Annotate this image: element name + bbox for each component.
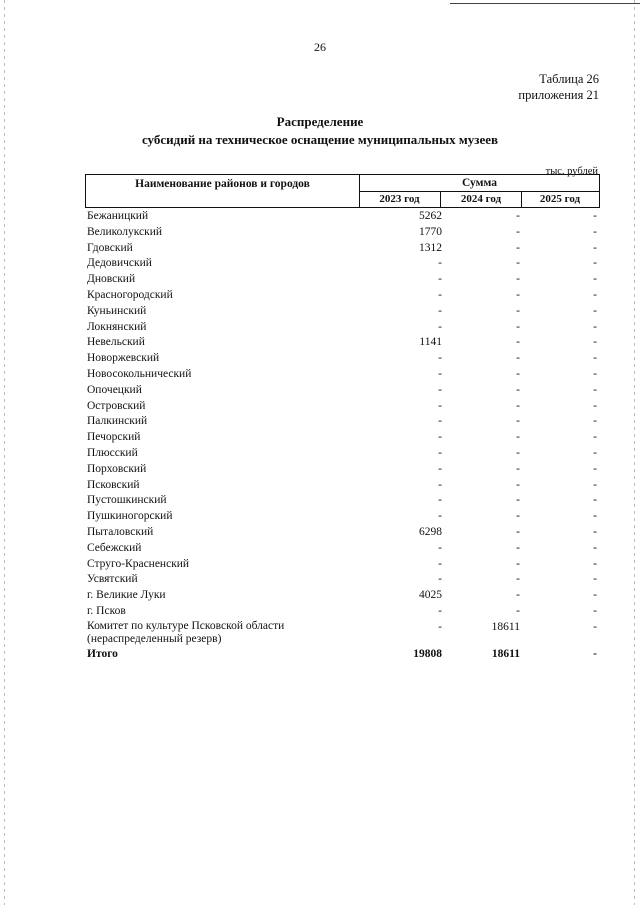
table-row <box>85 241 605 257</box>
table-row <box>85 620 605 647</box>
table-row <box>85 541 605 557</box>
row-value-2025: - <box>593 273 597 286</box>
table-row <box>85 256 605 272</box>
row-name: г. Великие Луки <box>87 589 166 602</box>
row-value-2024: - <box>516 225 520 238</box>
row-value-2023: 5262 <box>419 210 442 222</box>
total-value-2024: 18611 <box>491 647 520 660</box>
row-name: Палкинский <box>87 415 148 428</box>
row-value-2024: - <box>516 320 520 333</box>
table-row <box>85 478 605 494</box>
row-value-2025: - <box>593 478 597 491</box>
row-value-2025: - <box>593 525 597 538</box>
row-value-2025: - <box>593 336 597 349</box>
table-row <box>85 572 605 588</box>
table-row <box>85 351 605 367</box>
row-name: Плюсский <box>87 446 138 459</box>
row-value-2024: - <box>516 399 520 412</box>
title-line2: субсидий на техническое оснащение муниципальных музеев <box>141 132 499 147</box>
total-row <box>85 647 605 663</box>
row-value-2024: - <box>516 336 520 349</box>
row-name: Псковский <box>87 478 140 491</box>
row-value-2025: - <box>593 431 597 444</box>
row-name: Локнянский <box>87 320 147 333</box>
row-value-2024: - <box>516 604 520 617</box>
row-value-2025: - <box>593 241 597 254</box>
table-row <box>85 304 605 320</box>
row-value-2023: - <box>438 541 442 554</box>
row-value-2024: - <box>516 557 520 570</box>
header-year-2024: 2024 год <box>440 192 522 207</box>
row-name: Пустошкинский <box>87 494 167 507</box>
total-value-2025: - <box>593 647 597 660</box>
row-value-2023: - <box>438 462 442 475</box>
row-value-2024: - <box>516 446 520 459</box>
row-value-2025: - <box>593 604 597 617</box>
row-name: Порховский <box>87 462 147 475</box>
row-name: Печорский <box>87 431 141 444</box>
row-value-2025: - <box>593 494 597 507</box>
row-value-2023: - <box>438 352 442 365</box>
table-row <box>85 525 605 541</box>
row-name: Новоржевский <box>87 352 160 365</box>
row-value-2025: - <box>593 304 597 317</box>
row-name: Великолукский <box>87 225 163 238</box>
row-value-2023: - <box>438 431 442 444</box>
row-value-2023: - <box>438 367 442 380</box>
table-row <box>85 557 605 573</box>
total-label: Итого <box>87 647 118 660</box>
title-line1: Распределение <box>276 114 364 129</box>
row-name: г. Псков <box>87 604 126 617</box>
row-value-2023: 4025 <box>419 589 442 602</box>
document-title <box>0 113 640 149</box>
table-row <box>85 604 605 620</box>
row-value-2024: 18611 <box>491 620 520 633</box>
row-value-2024: - <box>516 573 520 586</box>
row-value-2023: - <box>438 557 442 570</box>
row-value-2023: - <box>438 383 442 396</box>
row-name: Струго-Красненский <box>87 557 190 570</box>
table-row <box>85 225 605 241</box>
row-value-2025: - <box>593 415 597 428</box>
top-rule <box>450 3 640 4</box>
row-value-2024: - <box>516 288 520 301</box>
row-value-2024: - <box>516 462 520 475</box>
table-row <box>85 367 605 383</box>
row-value-2023: - <box>438 257 442 270</box>
header-year-2023: 2023 год <box>379 193 420 205</box>
row-value-2023: - <box>438 273 442 286</box>
row-value-2024: - <box>516 304 520 317</box>
table-row <box>85 399 605 415</box>
table-row <box>85 588 605 604</box>
page-number: 26 <box>314 40 326 54</box>
table-row <box>85 414 605 430</box>
row-value-2024: - <box>516 494 520 507</box>
row-name: Опочецкий <box>87 383 142 396</box>
row-value-2024: - <box>516 257 520 270</box>
row-value-2023: - <box>438 320 442 333</box>
row-value-2025: - <box>593 557 597 570</box>
row-value-2023: 1141 <box>419 336 442 349</box>
row-value-2025: - <box>593 383 597 396</box>
row-value-2025: - <box>593 541 597 554</box>
header-name-label: Наименование районов и городов <box>135 178 310 190</box>
row-value-2024: - <box>516 478 520 491</box>
table-reference <box>518 71 599 103</box>
row-value-2024: - <box>516 383 520 396</box>
row-value-2023: - <box>438 415 442 428</box>
row-name: Дновский <box>87 273 136 286</box>
header-sum-label: Сумма <box>360 175 599 192</box>
total-value-2023: 19808 <box>413 647 442 660</box>
row-value-2025: - <box>593 367 597 380</box>
row-value-2025: - <box>593 399 597 412</box>
row-name: Куньинский <box>87 304 147 317</box>
row-value-2023: - <box>438 446 442 459</box>
row-value-2023: 1312 <box>419 241 442 254</box>
row-value-2024: - <box>516 589 520 602</box>
row-value-2023: - <box>438 288 442 301</box>
row-name: Себежский <box>87 541 142 554</box>
table-row <box>85 209 605 225</box>
row-value-2023: - <box>438 573 442 586</box>
row-value-2024: - <box>516 273 520 286</box>
table-body <box>85 209 605 663</box>
row-name: Пушкиногорский <box>87 510 173 523</box>
row-name: Пыталовский <box>87 525 154 538</box>
row-value-2025: - <box>593 352 597 365</box>
row-value-2025: - <box>593 210 597 222</box>
row-value-2025: - <box>593 225 597 238</box>
row-name: Новосокольнический <box>87 367 192 380</box>
table-row <box>85 272 605 288</box>
row-value-2025: - <box>593 288 597 301</box>
table-row <box>85 509 605 525</box>
row-name: Гдовский <box>87 241 133 254</box>
row-value-2023: - <box>438 478 442 491</box>
row-value-2024: - <box>516 525 520 538</box>
row-value-2023: - <box>438 399 442 412</box>
row-name: Бежаницкий <box>87 210 149 222</box>
row-value-2023: - <box>438 604 442 617</box>
table-header <box>85 174 600 208</box>
row-value-2024: - <box>516 415 520 428</box>
row-value-2025: - <box>593 510 597 523</box>
table-reference-line1: Таблица 26 <box>539 72 599 86</box>
row-name: Невельский <box>87 336 145 349</box>
table-row <box>85 430 605 446</box>
row-value-2023: - <box>438 304 442 317</box>
units-label: тыс. рублей <box>545 166 598 177</box>
row-value-2023: - <box>438 620 442 633</box>
table-row <box>85 320 605 336</box>
row-name: Дедовичский <box>87 257 152 270</box>
row-value-2025: - <box>593 462 597 475</box>
table-row <box>85 446 605 462</box>
table-row <box>85 288 605 304</box>
table-row <box>85 335 605 351</box>
row-value-2023: 6298 <box>419 525 442 538</box>
row-value-2025: - <box>593 446 597 459</box>
row-value-2024: - <box>516 367 520 380</box>
row-value-2025: - <box>593 573 597 586</box>
row-value-2023: - <box>438 510 442 523</box>
table-row <box>85 493 605 509</box>
row-value-2025: - <box>593 257 597 270</box>
row-value-2023: - <box>438 494 442 507</box>
row-value-2024: - <box>516 541 520 554</box>
row-value-2024: - <box>516 210 520 222</box>
header-name-cell <box>86 175 360 207</box>
row-value-2024: - <box>516 241 520 254</box>
row-name: Комитет по культуре Псковской области (нераспределенный резерв) <box>87 619 285 645</box>
row-value-2024: - <box>516 510 520 523</box>
row-value-2024: - <box>516 431 520 444</box>
row-value-2024: - <box>516 352 520 365</box>
header-year-2025: 2025 год <box>539 193 581 205</box>
row-value-2025: - <box>593 620 597 633</box>
table-reference-line2: приложения 21 <box>518 88 599 102</box>
row-value-2025: - <box>593 320 597 333</box>
row-name: Островский <box>87 399 146 412</box>
row-value-2025: - <box>593 589 597 602</box>
row-name: Усвятский <box>87 573 138 586</box>
table-row <box>85 383 605 399</box>
table-row <box>85 462 605 478</box>
row-name: Красногородский <box>87 288 173 301</box>
row-value-2023: 1770 <box>419 225 442 238</box>
